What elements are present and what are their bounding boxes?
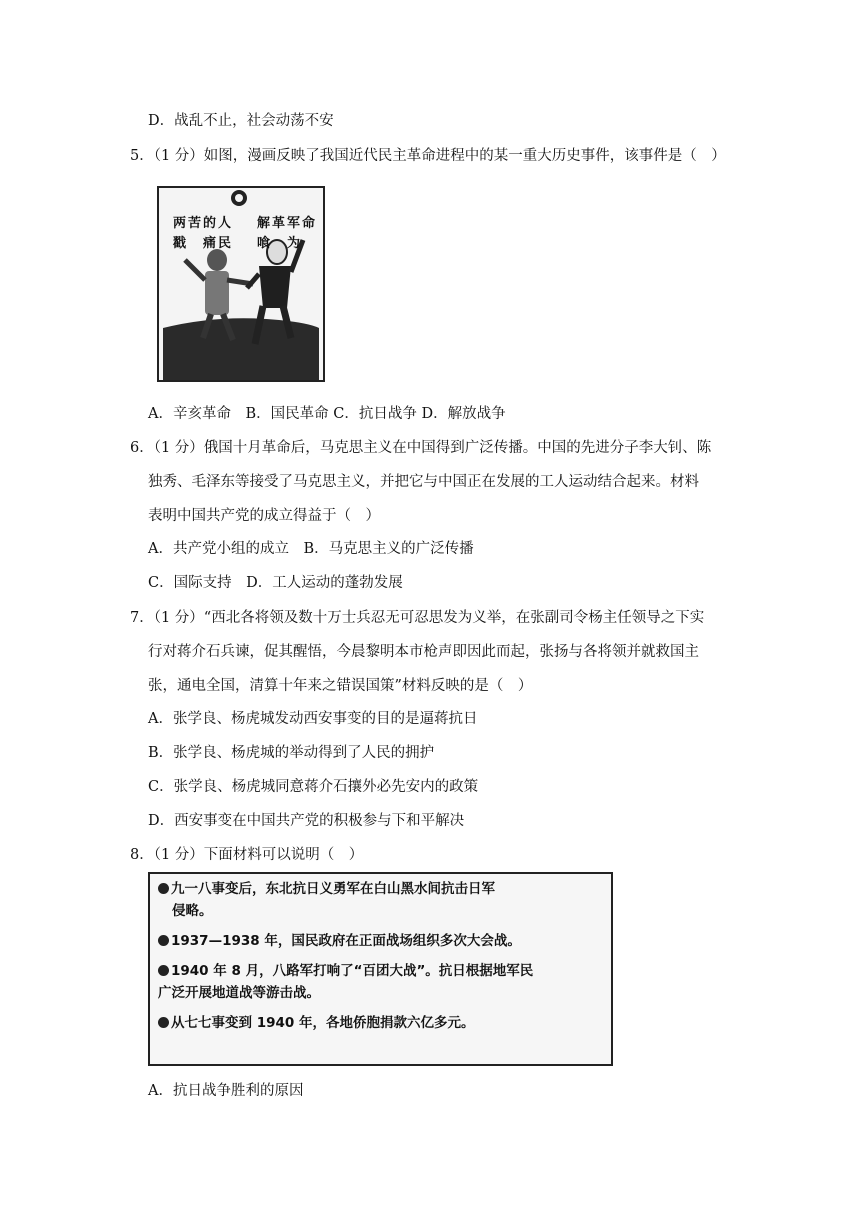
question-6-line1: 6．（1 分）俄国十月革命后，马克思主义在中国得到广泛传播。中国的先进分子李大钊、陈	[130, 440, 712, 456]
question-7-line2: 行对蒋介石兵谏，促其醒悟，今晨黎明本市枪声即因此而起，张扬与各将领并就救国主	[148, 644, 699, 660]
q4-option-d: D．战乱不止，社会动荡不安	[148, 113, 334, 129]
q8-option-a: A．抗日战争胜利的原因	[148, 1083, 304, 1099]
bullet-icon	[158, 1017, 169, 1028]
q5-options: A．辛亥革命 B．国民革命 C．抗日战争 D．解放战争	[148, 406, 506, 422]
q7-option-d: D．西安事变在中国共产党的积极参与下和平解决	[148, 813, 465, 829]
cartoon-caption-row1: 两苦的人	[173, 216, 234, 231]
question-5: 5．（1 分）如图，漫画反映了我国近代民主革命进程中的某一重大历史事件，该事件是（ ）	[130, 148, 726, 164]
material-item-2: 1937—1938 年，国民政府在正面战场组织多次大会战。	[158, 930, 603, 952]
question-7-line1: 7．（1 分）“西北各将领及数十万士兵忍无可忍思发为义举，在张副司令杨主任领导之下实	[130, 610, 705, 626]
q7-option-c: C．张学良、杨虎城同意蒋介石攘外必先安内的政策	[148, 779, 479, 795]
question-8: 8．（1 分）下面材料可以说明（ ）	[130, 847, 364, 863]
material-box	[148, 872, 613, 1066]
material-item-3: 1940 年 8 月，八路军打响了“百团大战”。抗日根据地军民	[158, 960, 603, 982]
material-item-3-cont: 广泛开展地道战等游击战。	[158, 985, 320, 1001]
cartoon-caption-row2: 戳 痛民	[173, 236, 234, 251]
q6-options-ab: A．共产党小组的成立 B．马克思主义的广泛传播	[148, 541, 474, 557]
bullet-icon	[158, 883, 169, 894]
cartoon-image	[157, 186, 325, 382]
q7-option-a: A．张学良、杨虎城发动西安事变的目的是逼蒋抗日	[148, 711, 478, 727]
bullet-icon	[158, 965, 169, 976]
q6-options-cd: C．国际支持 D．工人运动的蓬勃发展	[148, 575, 403, 591]
cartoon-caption-row1-right: 解革军命	[257, 216, 318, 231]
question-7-line3: 张，通电全国，清算十年来之错误国策”材料反映的是（ ）	[148, 678, 533, 694]
bullet-icon	[158, 935, 169, 946]
cartoon-caption-row2-right: 喰 为	[257, 236, 303, 251]
material-item-4: 从七七事变到 1940 年，各地侨胞捐款六亿多元。	[158, 1012, 603, 1034]
question-6-line3: 表明中国共产党的成立得益于（ ）	[148, 508, 380, 524]
material-item-1: 九一八事变后，东北抗日义勇军在白山黑水间抗击日军	[158, 878, 603, 900]
q7-option-b: B．张学良、杨虎城的举动得到了人民的拥护	[148, 745, 435, 761]
material-item-1-cont: 侵略。	[172, 903, 213, 919]
question-6-line2: 独秀、毛泽东等接受了马克思主义，并把它与中国正在发展的工人运动结合起来。材料	[148, 474, 699, 490]
